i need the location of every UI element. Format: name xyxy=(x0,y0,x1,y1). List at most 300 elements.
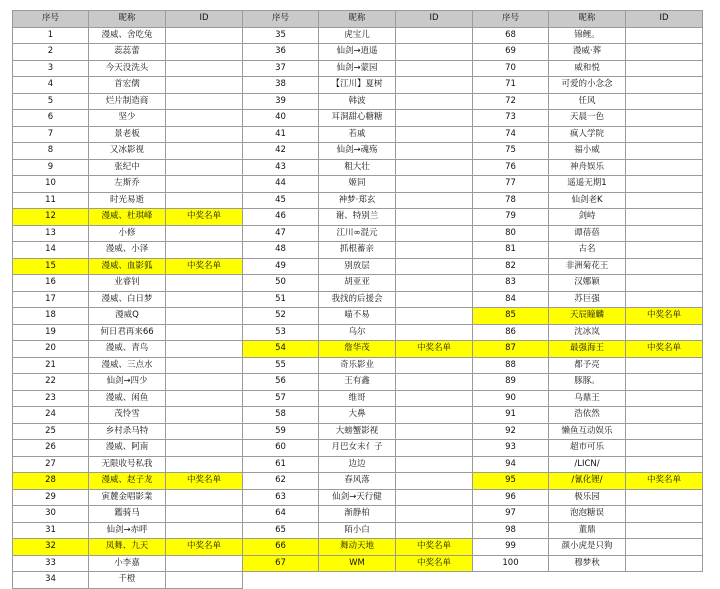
cell-id xyxy=(396,110,473,127)
cell-no: 35 xyxy=(243,27,319,44)
cell-no: 21 xyxy=(13,357,89,374)
cell-name: 今天没洗头 xyxy=(89,60,166,77)
cell-name: 泡泡糖误 xyxy=(549,506,626,523)
table-row xyxy=(13,390,703,407)
winner-list-table xyxy=(12,10,703,589)
cell-no: 47 xyxy=(243,225,319,242)
cell-name: 颜小虎是只狗 xyxy=(549,539,626,556)
cell-no: 1 xyxy=(13,27,89,44)
cell-name: 茂怜雪 xyxy=(89,407,166,424)
table-row xyxy=(13,44,703,61)
empty-cell xyxy=(243,572,319,589)
cell-no: 69 xyxy=(473,44,549,61)
cell-no: 39 xyxy=(243,93,319,110)
cell-id xyxy=(166,159,243,176)
cell-id xyxy=(626,242,703,259)
cell-name: 喵不易 xyxy=(319,308,396,325)
cell-id xyxy=(166,341,243,358)
cell-name: 可爱的小念念 xyxy=(549,77,626,94)
cell-id xyxy=(626,225,703,242)
cell-id xyxy=(166,60,243,77)
cell-id xyxy=(396,93,473,110)
table-row xyxy=(13,489,703,506)
cell-id xyxy=(166,242,243,259)
cell-no: 46 xyxy=(243,209,319,226)
cell-name: 虎宝儿 xyxy=(319,27,396,44)
cell-id xyxy=(626,489,703,506)
table-row xyxy=(13,27,703,44)
cell-name: 千橙 xyxy=(89,572,166,589)
cell-no: 24 xyxy=(13,407,89,424)
cell-name: 抓根蓄亲 xyxy=(319,242,396,259)
cell-name: 王有鑫 xyxy=(319,374,396,391)
cell-name: 谭蓓蓓 xyxy=(549,225,626,242)
cell-no: 38 xyxy=(243,77,319,94)
cell-no: 15 xyxy=(13,258,89,275)
cell-name: 烂片制造商 xyxy=(89,93,166,110)
cell-name: 都予亮 xyxy=(549,357,626,374)
table-row xyxy=(13,291,703,308)
table-row xyxy=(13,572,703,589)
cell-no: 25 xyxy=(13,423,89,440)
cell-name: 锦鲤。 xyxy=(549,27,626,44)
cell-id xyxy=(166,93,243,110)
header-no: 序号 xyxy=(13,11,89,28)
cell-name: 懒鱼互动娱乐 xyxy=(549,423,626,440)
cell-id xyxy=(626,555,703,572)
cell-no: 89 xyxy=(473,374,549,391)
header-name: 昵称 xyxy=(549,11,626,28)
cell-no: 66 xyxy=(243,539,319,556)
cell-id xyxy=(396,27,473,44)
cell-name: 耳洞甜心糖糖 xyxy=(319,110,396,127)
cell-no: 99 xyxy=(473,539,549,556)
cell-id xyxy=(396,44,473,61)
cell-no: 100 xyxy=(473,555,549,572)
cell-name: 大鼻 xyxy=(319,407,396,424)
cell-id xyxy=(396,258,473,275)
table-row xyxy=(13,539,703,556)
cell-no: 93 xyxy=(473,440,549,457)
cell-id xyxy=(166,506,243,523)
cell-name: 春风落 xyxy=(319,473,396,490)
cell-name: 遥遥无期1 xyxy=(549,176,626,193)
cell-no: 52 xyxy=(243,308,319,325)
cell-id xyxy=(396,357,473,374)
cell-no: 87 xyxy=(473,341,549,358)
cell-id xyxy=(396,456,473,473)
cell-id xyxy=(166,374,243,391)
cell-id xyxy=(626,390,703,407)
cell-name: 古名 xyxy=(549,242,626,259)
cell-name: 景老板 xyxy=(89,126,166,143)
cell-no: 72 xyxy=(473,93,549,110)
cell-name: 胡亚亚 xyxy=(319,275,396,292)
cell-no: 53 xyxy=(243,324,319,341)
cell-id xyxy=(396,473,473,490)
cell-id xyxy=(396,192,473,209)
cell-no: 92 xyxy=(473,423,549,440)
cell-no: 42 xyxy=(243,143,319,160)
cell-name: 穆梦秋 xyxy=(549,555,626,572)
cell-name: 维哥 xyxy=(319,390,396,407)
cell-id xyxy=(166,291,243,308)
cell-no: 79 xyxy=(473,209,549,226)
cell-no: 37 xyxy=(243,60,319,77)
cell-id xyxy=(166,225,243,242)
cell-no: 62 xyxy=(243,473,319,490)
cell-no: 74 xyxy=(473,126,549,143)
cell-name: 漫威、三点水 xyxy=(89,357,166,374)
cell-no: 70 xyxy=(473,60,549,77)
table-row xyxy=(13,242,703,259)
cell-no: 54 xyxy=(243,341,319,358)
cell-id: 中奖名单 xyxy=(166,209,243,226)
cell-name: 月巴女未亻子 xyxy=(319,440,396,457)
cell-name: 业睿钊 xyxy=(89,275,166,292)
cell-name: 漫威·葬 xyxy=(549,44,626,61)
cell-name: WM xyxy=(319,555,396,572)
cell-id xyxy=(626,456,703,473)
cell-id xyxy=(626,159,703,176)
cell-no: 77 xyxy=(473,176,549,193)
cell-name: 我找的后援会 xyxy=(319,291,396,308)
cell-id xyxy=(166,143,243,160)
cell-name: 凤舞、九天 xyxy=(89,539,166,556)
cell-name: 神舟娱乐 xyxy=(549,159,626,176)
cell-id xyxy=(626,60,703,77)
cell-no: 63 xyxy=(243,489,319,506)
cell-name: 非洲菊花王 xyxy=(549,258,626,275)
cell-id: 中奖名单 xyxy=(166,539,243,556)
table-row xyxy=(13,176,703,193)
cell-id xyxy=(626,176,703,193)
cell-no: 32 xyxy=(13,539,89,556)
cell-name: 边边 xyxy=(319,456,396,473)
cell-no: 76 xyxy=(473,159,549,176)
table-row xyxy=(13,357,703,374)
cell-name: 蕊蕊蕾 xyxy=(89,44,166,61)
cell-name: 时光易逝 xyxy=(89,192,166,209)
cell-no: 2 xyxy=(13,44,89,61)
cell-name: 谢、特别兰 xyxy=(319,209,396,226)
cell-id xyxy=(166,126,243,143)
cell-no: 56 xyxy=(243,374,319,391)
cell-no: 75 xyxy=(473,143,549,160)
cell-no: 33 xyxy=(13,555,89,572)
table-row xyxy=(13,440,703,457)
cell-id xyxy=(626,77,703,94)
cell-name: 张纪中 xyxy=(89,159,166,176)
cell-name: 仙剑老K xyxy=(549,192,626,209)
cell-no: 17 xyxy=(13,291,89,308)
cell-name: 豚豚。 xyxy=(549,374,626,391)
cell-id xyxy=(166,390,243,407)
cell-no: 34 xyxy=(13,572,89,589)
cell-id xyxy=(396,522,473,539)
cell-id xyxy=(166,192,243,209)
cell-id xyxy=(396,308,473,325)
cell-id xyxy=(166,555,243,572)
cell-name: 汉娜颖 xyxy=(549,275,626,292)
table-row xyxy=(13,192,703,209)
cell-id xyxy=(626,291,703,308)
cell-no: 4 xyxy=(13,77,89,94)
cell-id xyxy=(626,506,703,523)
cell-id xyxy=(626,324,703,341)
cell-name: 江川∞混元 xyxy=(319,225,396,242)
cell-name: 剑峙 xyxy=(549,209,626,226)
cell-no: 57 xyxy=(243,390,319,407)
cell-id xyxy=(396,374,473,391)
cell-name: /LICN/ xyxy=(549,456,626,473)
cell-no: 73 xyxy=(473,110,549,127)
cell-name: 漫威Q xyxy=(89,308,166,325)
cell-no: 81 xyxy=(473,242,549,259)
table-row xyxy=(13,308,703,325)
table-row xyxy=(13,374,703,391)
cell-no: 41 xyxy=(243,126,319,143)
cell-name: 苏巨强 xyxy=(549,291,626,308)
cell-name: 极乐园 xyxy=(549,489,626,506)
cell-no: 23 xyxy=(13,390,89,407)
cell-no: 9 xyxy=(13,159,89,176)
table-row xyxy=(13,126,703,143)
cell-id xyxy=(396,176,473,193)
cell-no: 88 xyxy=(473,357,549,374)
table-row xyxy=(13,522,703,539)
cell-id xyxy=(396,143,473,160)
cell-no: 60 xyxy=(243,440,319,457)
cell-id xyxy=(166,110,243,127)
cell-id xyxy=(626,275,703,292)
table-row xyxy=(13,60,703,77)
cell-name: 无限收号私我 xyxy=(89,456,166,473)
cell-id xyxy=(166,77,243,94)
cell-name: 寅麓金唱影業 xyxy=(89,489,166,506)
cell-no: 68 xyxy=(473,27,549,44)
cell-id xyxy=(396,225,473,242)
table-row xyxy=(13,456,703,473)
cell-id xyxy=(626,423,703,440)
cell-id xyxy=(396,77,473,94)
empty-cell xyxy=(319,572,396,589)
cell-no: 18 xyxy=(13,308,89,325)
cell-no: 12 xyxy=(13,209,89,226)
cell-name: 浩依然 xyxy=(549,407,626,424)
cell-name: 天晨一色 xyxy=(549,110,626,127)
empty-cell xyxy=(626,572,703,589)
cell-name: 漫威、小泽 xyxy=(89,242,166,259)
cell-id xyxy=(166,489,243,506)
cell-id xyxy=(166,423,243,440)
cell-id xyxy=(396,60,473,77)
cell-id xyxy=(396,291,473,308)
cell-name: 左斯乔 xyxy=(89,176,166,193)
cell-no: 14 xyxy=(13,242,89,259)
cell-no: 13 xyxy=(13,225,89,242)
cell-name: 漫威、阿南 xyxy=(89,440,166,457)
cell-name: 仙剑→四少 xyxy=(89,374,166,391)
cell-no: 51 xyxy=(243,291,319,308)
empty-cell xyxy=(396,572,473,589)
table-row xyxy=(13,275,703,292)
cell-id xyxy=(626,110,703,127)
cell-id xyxy=(626,192,703,209)
cell-no: 8 xyxy=(13,143,89,160)
table-row xyxy=(13,110,703,127)
cell-no: 11 xyxy=(13,192,89,209)
cell-no: 50 xyxy=(243,275,319,292)
cell-id: 中奖名单 xyxy=(396,341,473,358)
header-id: ID xyxy=(166,11,243,28)
table-row xyxy=(13,209,703,226)
cell-name: 威和悦 xyxy=(549,60,626,77)
cell-id xyxy=(396,390,473,407)
cell-id xyxy=(626,27,703,44)
table-row xyxy=(13,93,703,110)
table-row xyxy=(13,407,703,424)
cell-no: 28 xyxy=(13,473,89,490)
cell-id xyxy=(626,44,703,61)
cell-id: 中奖名单 xyxy=(166,473,243,490)
cell-name: 何日君再来66 xyxy=(89,324,166,341)
cell-id xyxy=(396,324,473,341)
cell-name: 漫威、杜琪峰 xyxy=(89,209,166,226)
cell-no: 91 xyxy=(473,407,549,424)
cell-id xyxy=(626,522,703,539)
cell-name: 漫威、血影狐 xyxy=(89,258,166,275)
cell-id xyxy=(626,407,703,424)
cell-no: 48 xyxy=(243,242,319,259)
table-row xyxy=(13,77,703,94)
header-no: 序号 xyxy=(473,11,549,28)
cell-name: 奇乐影业 xyxy=(319,357,396,374)
cell-name: 陌小白 xyxy=(319,522,396,539)
cell-name: 大螃蟹影视 xyxy=(319,423,396,440)
cell-name: 漫威、赵子龙 xyxy=(89,473,166,490)
cell-id: 中奖名单 xyxy=(626,308,703,325)
cell-id xyxy=(626,93,703,110)
header-no: 序号 xyxy=(243,11,319,28)
cell-name: 仙剑→蒙园 xyxy=(319,60,396,77)
cell-id xyxy=(626,357,703,374)
cell-name: 福小威 xyxy=(549,143,626,160)
empty-cell xyxy=(473,572,549,589)
cell-no: 16 xyxy=(13,275,89,292)
cell-id xyxy=(626,126,703,143)
cell-id: 中奖名单 xyxy=(626,473,703,490)
cell-no: 40 xyxy=(243,110,319,127)
cell-name: 别放层 xyxy=(319,258,396,275)
cell-no: 49 xyxy=(243,258,319,275)
cell-no: 26 xyxy=(13,440,89,457)
cell-name: 仙剑→赤呼 xyxy=(89,522,166,539)
cell-name: 仙剑→魂殇 xyxy=(319,143,396,160)
cell-id xyxy=(166,275,243,292)
cell-id xyxy=(396,440,473,457)
cell-no: 27 xyxy=(13,456,89,473)
cell-name: 疯人学院 xyxy=(549,126,626,143)
cell-name: 小修 xyxy=(89,225,166,242)
cell-name: 乌尔 xyxy=(319,324,396,341)
cell-no: 78 xyxy=(473,192,549,209)
cell-name: 漫威、舍吃兔 xyxy=(89,27,166,44)
cell-name: 舞动天地 xyxy=(319,539,396,556)
cell-name: 乌鼎王 xyxy=(549,390,626,407)
cell-name: 坚少 xyxy=(89,110,166,127)
cell-id: 中奖名单 xyxy=(166,258,243,275)
header-row xyxy=(13,11,703,28)
table-row xyxy=(13,473,703,490)
cell-no: 84 xyxy=(473,291,549,308)
cell-id xyxy=(626,258,703,275)
winner-list-sheet xyxy=(12,10,703,589)
cell-no: 94 xyxy=(473,456,549,473)
header-name: 昵称 xyxy=(89,11,166,28)
cell-id xyxy=(396,275,473,292)
cell-no: 3 xyxy=(13,60,89,77)
cell-name: 韩波 xyxy=(319,93,396,110)
cell-no: 6 xyxy=(13,110,89,127)
cell-id xyxy=(166,456,243,473)
cell-id xyxy=(166,324,243,341)
cell-name: 任风 xyxy=(549,93,626,110)
cell-no: 98 xyxy=(473,522,549,539)
cell-name: 乡村杀马特 xyxy=(89,423,166,440)
cell-name: 小李嘉 xyxy=(89,555,166,572)
cell-name: 【江川】夏树 xyxy=(319,77,396,94)
cell-no: 22 xyxy=(13,374,89,391)
cell-id xyxy=(166,44,243,61)
cell-no: 82 xyxy=(473,258,549,275)
cell-no: 20 xyxy=(13,341,89,358)
cell-id xyxy=(626,209,703,226)
cell-id xyxy=(396,423,473,440)
table-row xyxy=(13,423,703,440)
cell-name: 粗大壮 xyxy=(319,159,396,176)
cell-name: /氰化锂/ xyxy=(549,473,626,490)
table-row xyxy=(13,506,703,523)
table-row xyxy=(13,159,703,176)
cell-id xyxy=(166,357,243,374)
cell-no: 19 xyxy=(13,324,89,341)
cell-no: 30 xyxy=(13,506,89,523)
cell-id xyxy=(396,242,473,259)
cell-id xyxy=(396,126,473,143)
cell-id xyxy=(396,209,473,226)
table-row xyxy=(13,324,703,341)
header-id: ID xyxy=(396,11,473,28)
cell-no: 97 xyxy=(473,506,549,523)
cell-name: 又冰影视 xyxy=(89,143,166,160)
cell-name: 漫威、白日梦 xyxy=(89,291,166,308)
table-row xyxy=(13,225,703,242)
cell-name: 漫威、闲鱼 xyxy=(89,390,166,407)
cell-no: 61 xyxy=(243,456,319,473)
cell-id xyxy=(166,308,243,325)
cell-no: 55 xyxy=(243,357,319,374)
cell-no: 80 xyxy=(473,225,549,242)
cell-name: 詹华茂 xyxy=(319,341,396,358)
cell-id xyxy=(166,522,243,539)
table-row xyxy=(13,143,703,160)
cell-no: 58 xyxy=(243,407,319,424)
cell-id xyxy=(626,374,703,391)
cell-no: 85 xyxy=(473,308,549,325)
cell-no: 44 xyxy=(243,176,319,193)
cell-id xyxy=(396,506,473,523)
